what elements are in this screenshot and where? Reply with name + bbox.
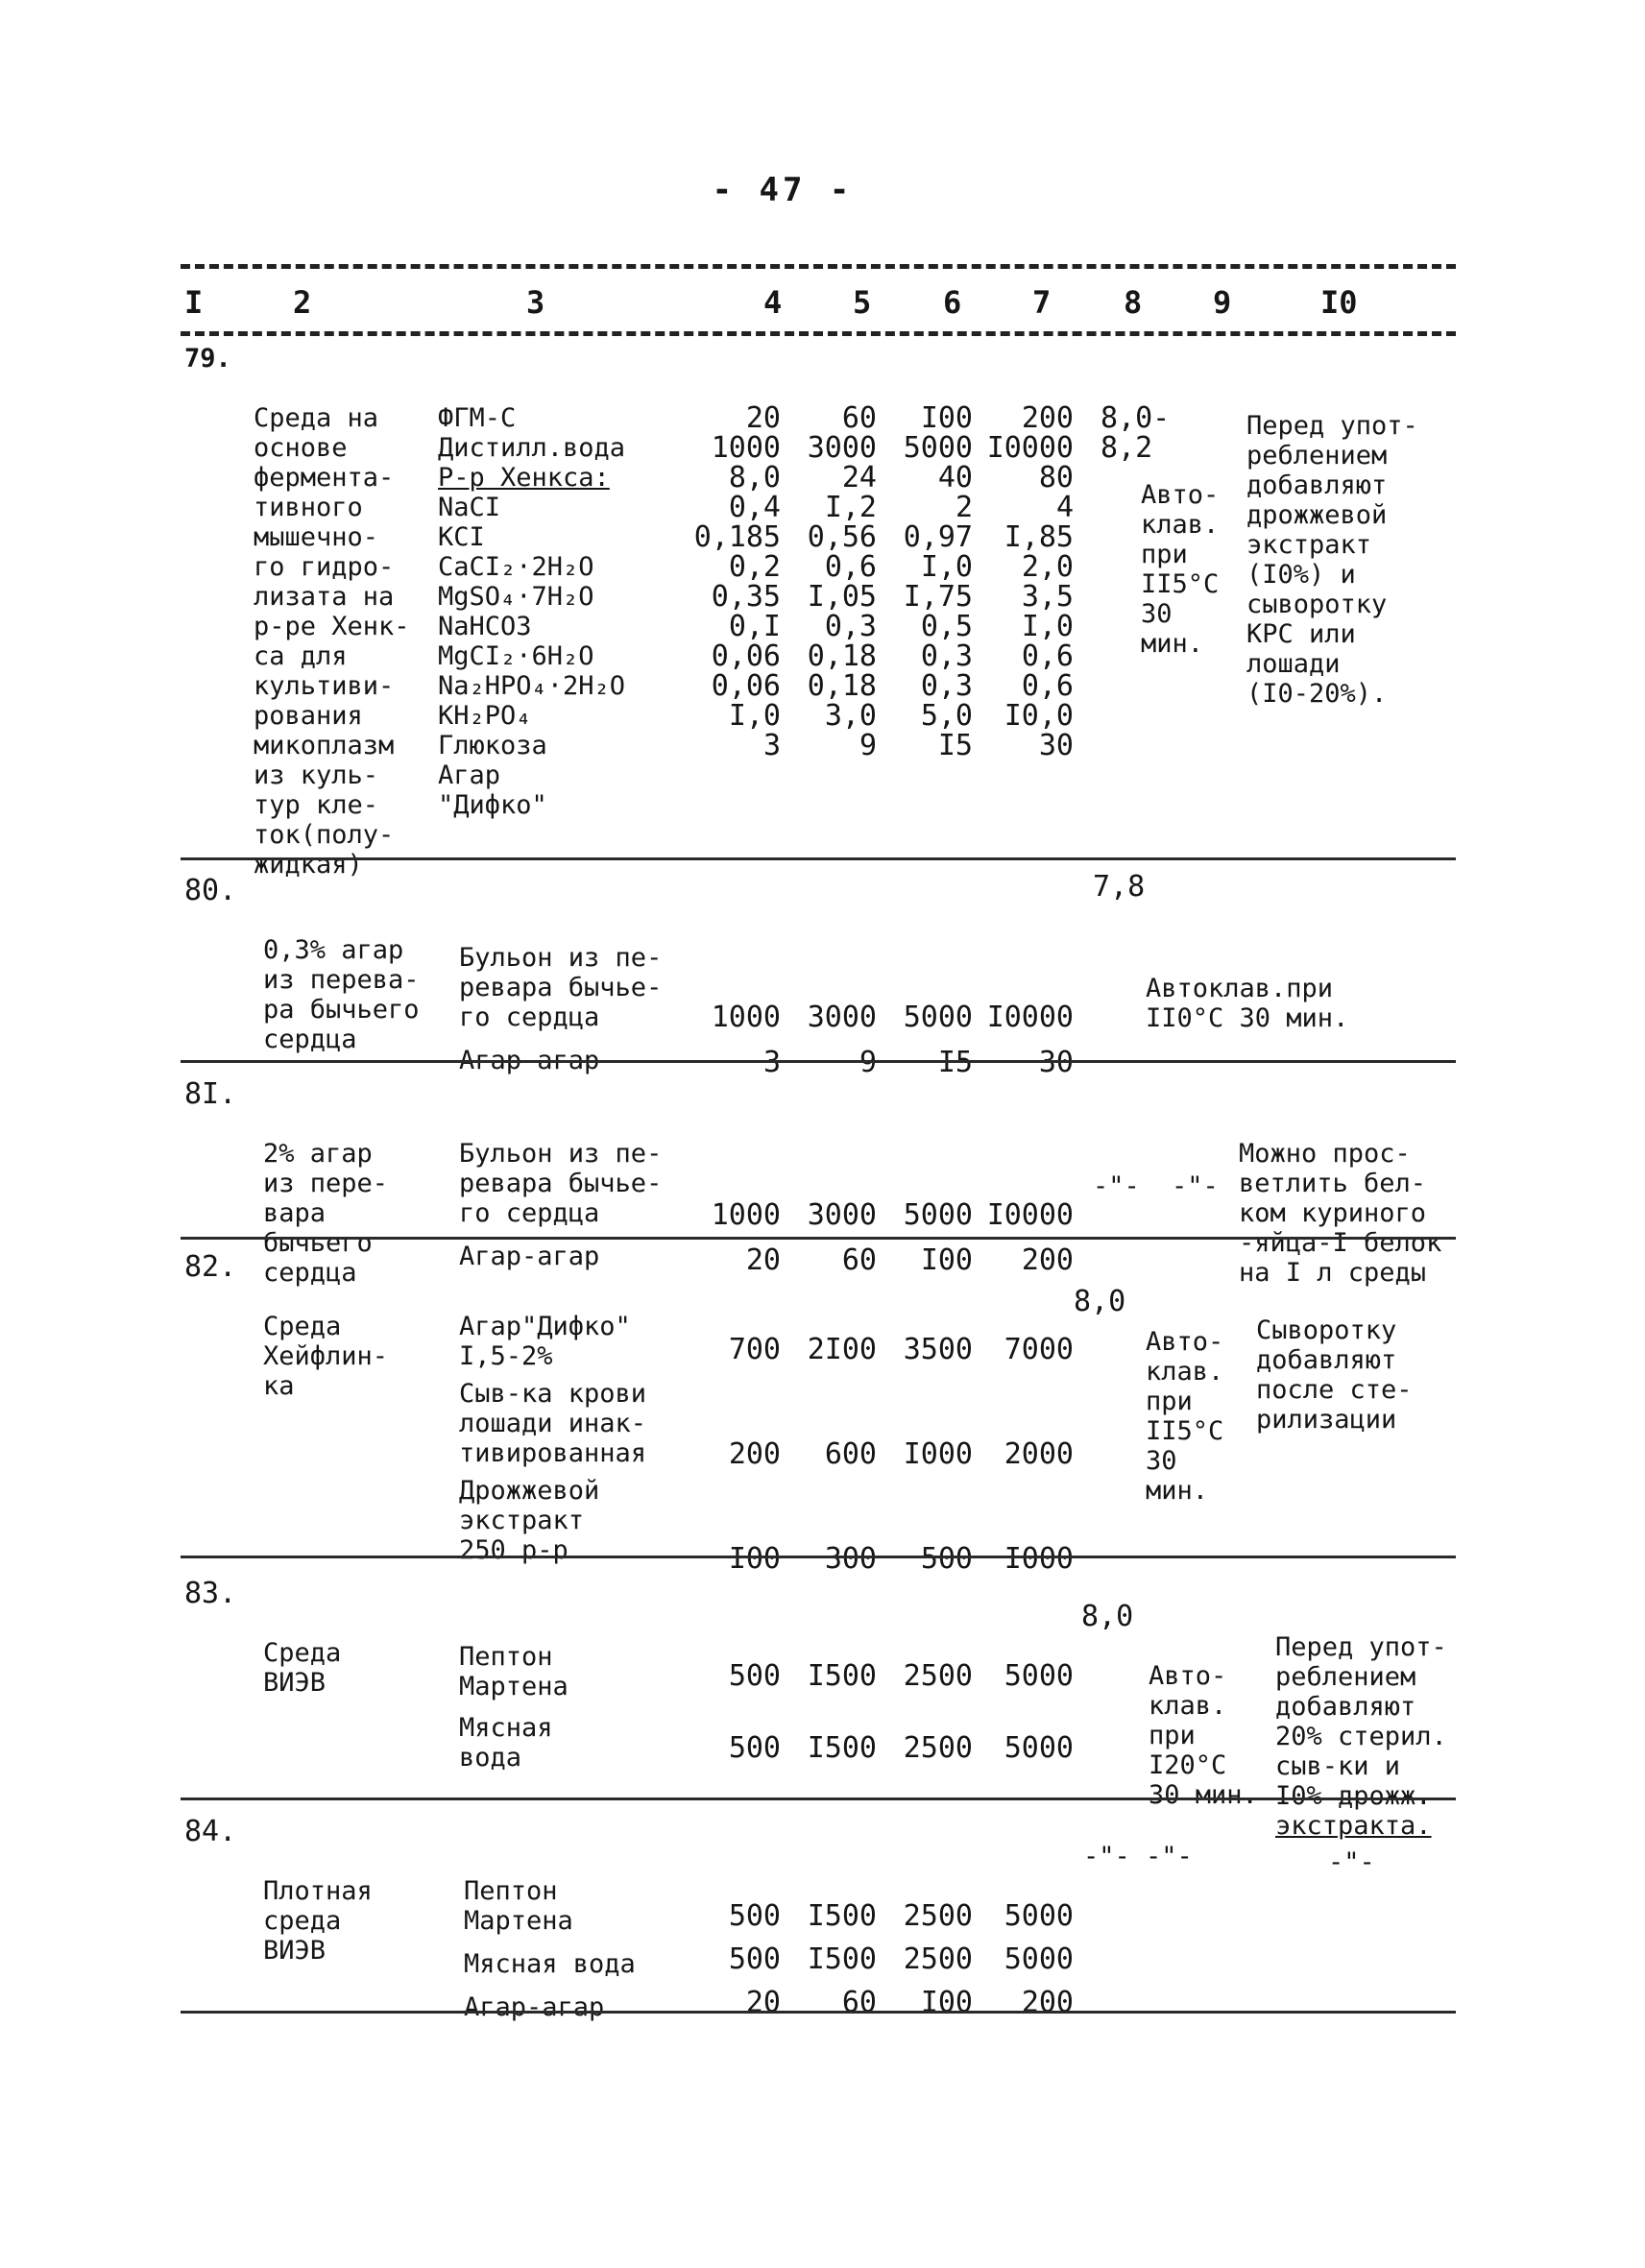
amount-col4: 1000 3 <box>711 1001 781 1079</box>
amount-col6: 5000 I00 <box>903 1198 973 1277</box>
row-divider <box>181 1060 1456 1063</box>
amount-col5: I500 I500 <box>807 1659 877 1765</box>
components: Агар"Дифко" I,5-2% Сыв-ка крови лошади инак- тивированная Дрожжевой экстракт 250 р-р <box>459 1312 647 1565</box>
amount-col5: I500 I500 60 <box>807 1899 877 2019</box>
medium-name: 2% агар из пере- вара бычьего сердца <box>263 1139 389 1288</box>
sterilization: -"- <box>1172 1171 1219 1201</box>
medium-name: Плотная среда ВИЭВ <box>263 1876 373 1966</box>
components: Бульон из пе- ревара бычье- го сердца Агар-агар <box>459 943 663 1075</box>
amount-col4: 20 1000 8,0 0,4 0,185 0,2 0,35 0,I 0,06 0,06 I,0 3 <box>693 401 781 762</box>
ph-value: 8,0 <box>1081 1600 1134 1633</box>
row-number: 82. <box>184 1250 237 1284</box>
amount-col6: 5000 I5 <box>903 1001 973 1079</box>
amount-col7: 7000 2000 I000 <box>1004 1333 1074 1576</box>
components: ФГМ-С Дистилл.вода Р-р Хенкса: NaCI KCI CaCI₂·2H₂O MgSO₄·7H₂O NaHCO3 MgCI₂·6H₂O Na₂HPO₄·2H₂O KH₂PO₄ Глюкоза Агар "Дифко" <box>438 403 626 820</box>
sterilization: Авто- клав. при II5°C 30 мин. <box>1146 1327 1224 1506</box>
column-header-2: 2 <box>293 284 312 321</box>
row-divider <box>181 857 1456 860</box>
column-header-10: I0 <box>1320 284 1358 321</box>
amount-col5: 3000 9 <box>807 1001 877 1079</box>
header-bottom-rule <box>181 331 1456 336</box>
amount-col5: 60 3000 24 I,2 0,56 0,6 I,05 0,3 0,18 0,18 3,0 9 <box>807 401 877 762</box>
row-number: 83. <box>184 1577 237 1610</box>
amount-col7: 200 I0000 80 4 I,85 2,0 3,5 I,0 0,6 0,6 I0,0 30 <box>986 401 1074 762</box>
page-number: - 47 - <box>712 171 854 209</box>
table-bottom-rule <box>181 2011 1456 2014</box>
amount-col7: I0000 200 <box>986 1198 1074 1277</box>
amount-col5: 3000 60 <box>807 1198 877 1277</box>
sterilization: -"- <box>1146 1842 1193 1871</box>
column-header-3: 3 <box>526 284 545 321</box>
medium-name: Среда ВИЭВ <box>263 1638 342 1698</box>
ph-value: 7,8 <box>1093 870 1146 904</box>
header-top-rule <box>181 264 1456 269</box>
notes: Перед упот- реблением добавляют 20% стерил. сыв-ки и I0% дрожж. экстракта. <box>1275 1632 1447 1841</box>
amount-col6: 2500 2500 <box>903 1659 973 1765</box>
amount-col6: I00 5000 40 2 0,97 I,0 I,75 0,5 0,3 0,3 5,0 I5 <box>903 401 973 762</box>
amount-col7: 5000 5000 <box>1004 1659 1074 1765</box>
row-divider <box>181 1237 1456 1240</box>
row-number: 79. <box>184 344 231 374</box>
notes: Перед упот- реблением добавляют дрожжевой экстракт (I0%) и сыворотку КРС или лошади (I0-20%). <box>1246 411 1418 709</box>
medium-name: Среда на основе фермента- тивного мышечно- го гидро- лизата на р-ре Хенк- са для культиви- рования микоплазм из куль- тур кле- ток(полу- жидкая) <box>254 403 410 880</box>
sterilization: Авто- клав. при II5°C 30 мин. <box>1141 480 1220 659</box>
column-header-5: 5 <box>853 284 872 321</box>
notes: Сыворотку добавляют после сте- рилизации <box>1256 1315 1413 1435</box>
column-header-4: 4 <box>763 284 783 321</box>
ph-value: 8,0 <box>1074 1285 1126 1318</box>
notes: Можно прос- ветлить бел- ком куриного -яйца-I белок на I л среды <box>1239 1139 1442 1288</box>
components: Бульон из пе- ревара бычье- го сердца Агар-агар <box>459 1139 663 1271</box>
ph-value: -"- <box>1083 1842 1130 1871</box>
ph-value: 8,0- 8,2 <box>1101 401 1171 465</box>
row-divider <box>181 1556 1456 1558</box>
row-number: 84. <box>184 1815 237 1848</box>
column-header-1: I <box>184 284 204 321</box>
column-header-8: 8 <box>1124 284 1143 321</box>
amount-col4: 700 200 I00 <box>728 1333 781 1576</box>
amount-col5: 2I00 600 300 <box>807 1333 877 1576</box>
row-number: 8I. <box>184 1077 237 1111</box>
sterilization: Автоклав.при II0°C 30 мин. <box>1146 974 1349 1033</box>
amount-col7: 5000 5000 200 <box>1004 1899 1074 2019</box>
medium-name: Среда Хейфлин- ка <box>263 1312 389 1401</box>
amount-col4: 500 500 <box>728 1659 781 1765</box>
column-header-7: 7 <box>1032 284 1052 321</box>
amount-col7: I0000 30 <box>986 1001 1074 1079</box>
ph-value: -"- <box>1093 1171 1140 1201</box>
amount-col4: 500 500 20 <box>728 1899 781 2019</box>
components: Пептон Мартена Мясная вода Агар-агар <box>464 1876 636 2022</box>
column-header-6: 6 <box>943 284 962 321</box>
column-header-9: 9 <box>1213 284 1232 321</box>
row-divider <box>181 1798 1456 1800</box>
medium-name: 0,3% агар из перева- ра бычьего сердца <box>263 935 420 1054</box>
sterilization: Авто- клав. при I20°C 30 мин. <box>1149 1661 1258 1810</box>
components: Пептон Мартена Мясная вода <box>459 1642 568 1773</box>
amount-col6: 2500 2500 I00 <box>903 1899 973 2019</box>
amount-col6: 3500 I000 500 <box>903 1333 973 1576</box>
amount-col4: 1000 20 <box>711 1198 781 1277</box>
row-number: 80. <box>184 874 237 907</box>
notes: -"- <box>1328 1847 1375 1877</box>
